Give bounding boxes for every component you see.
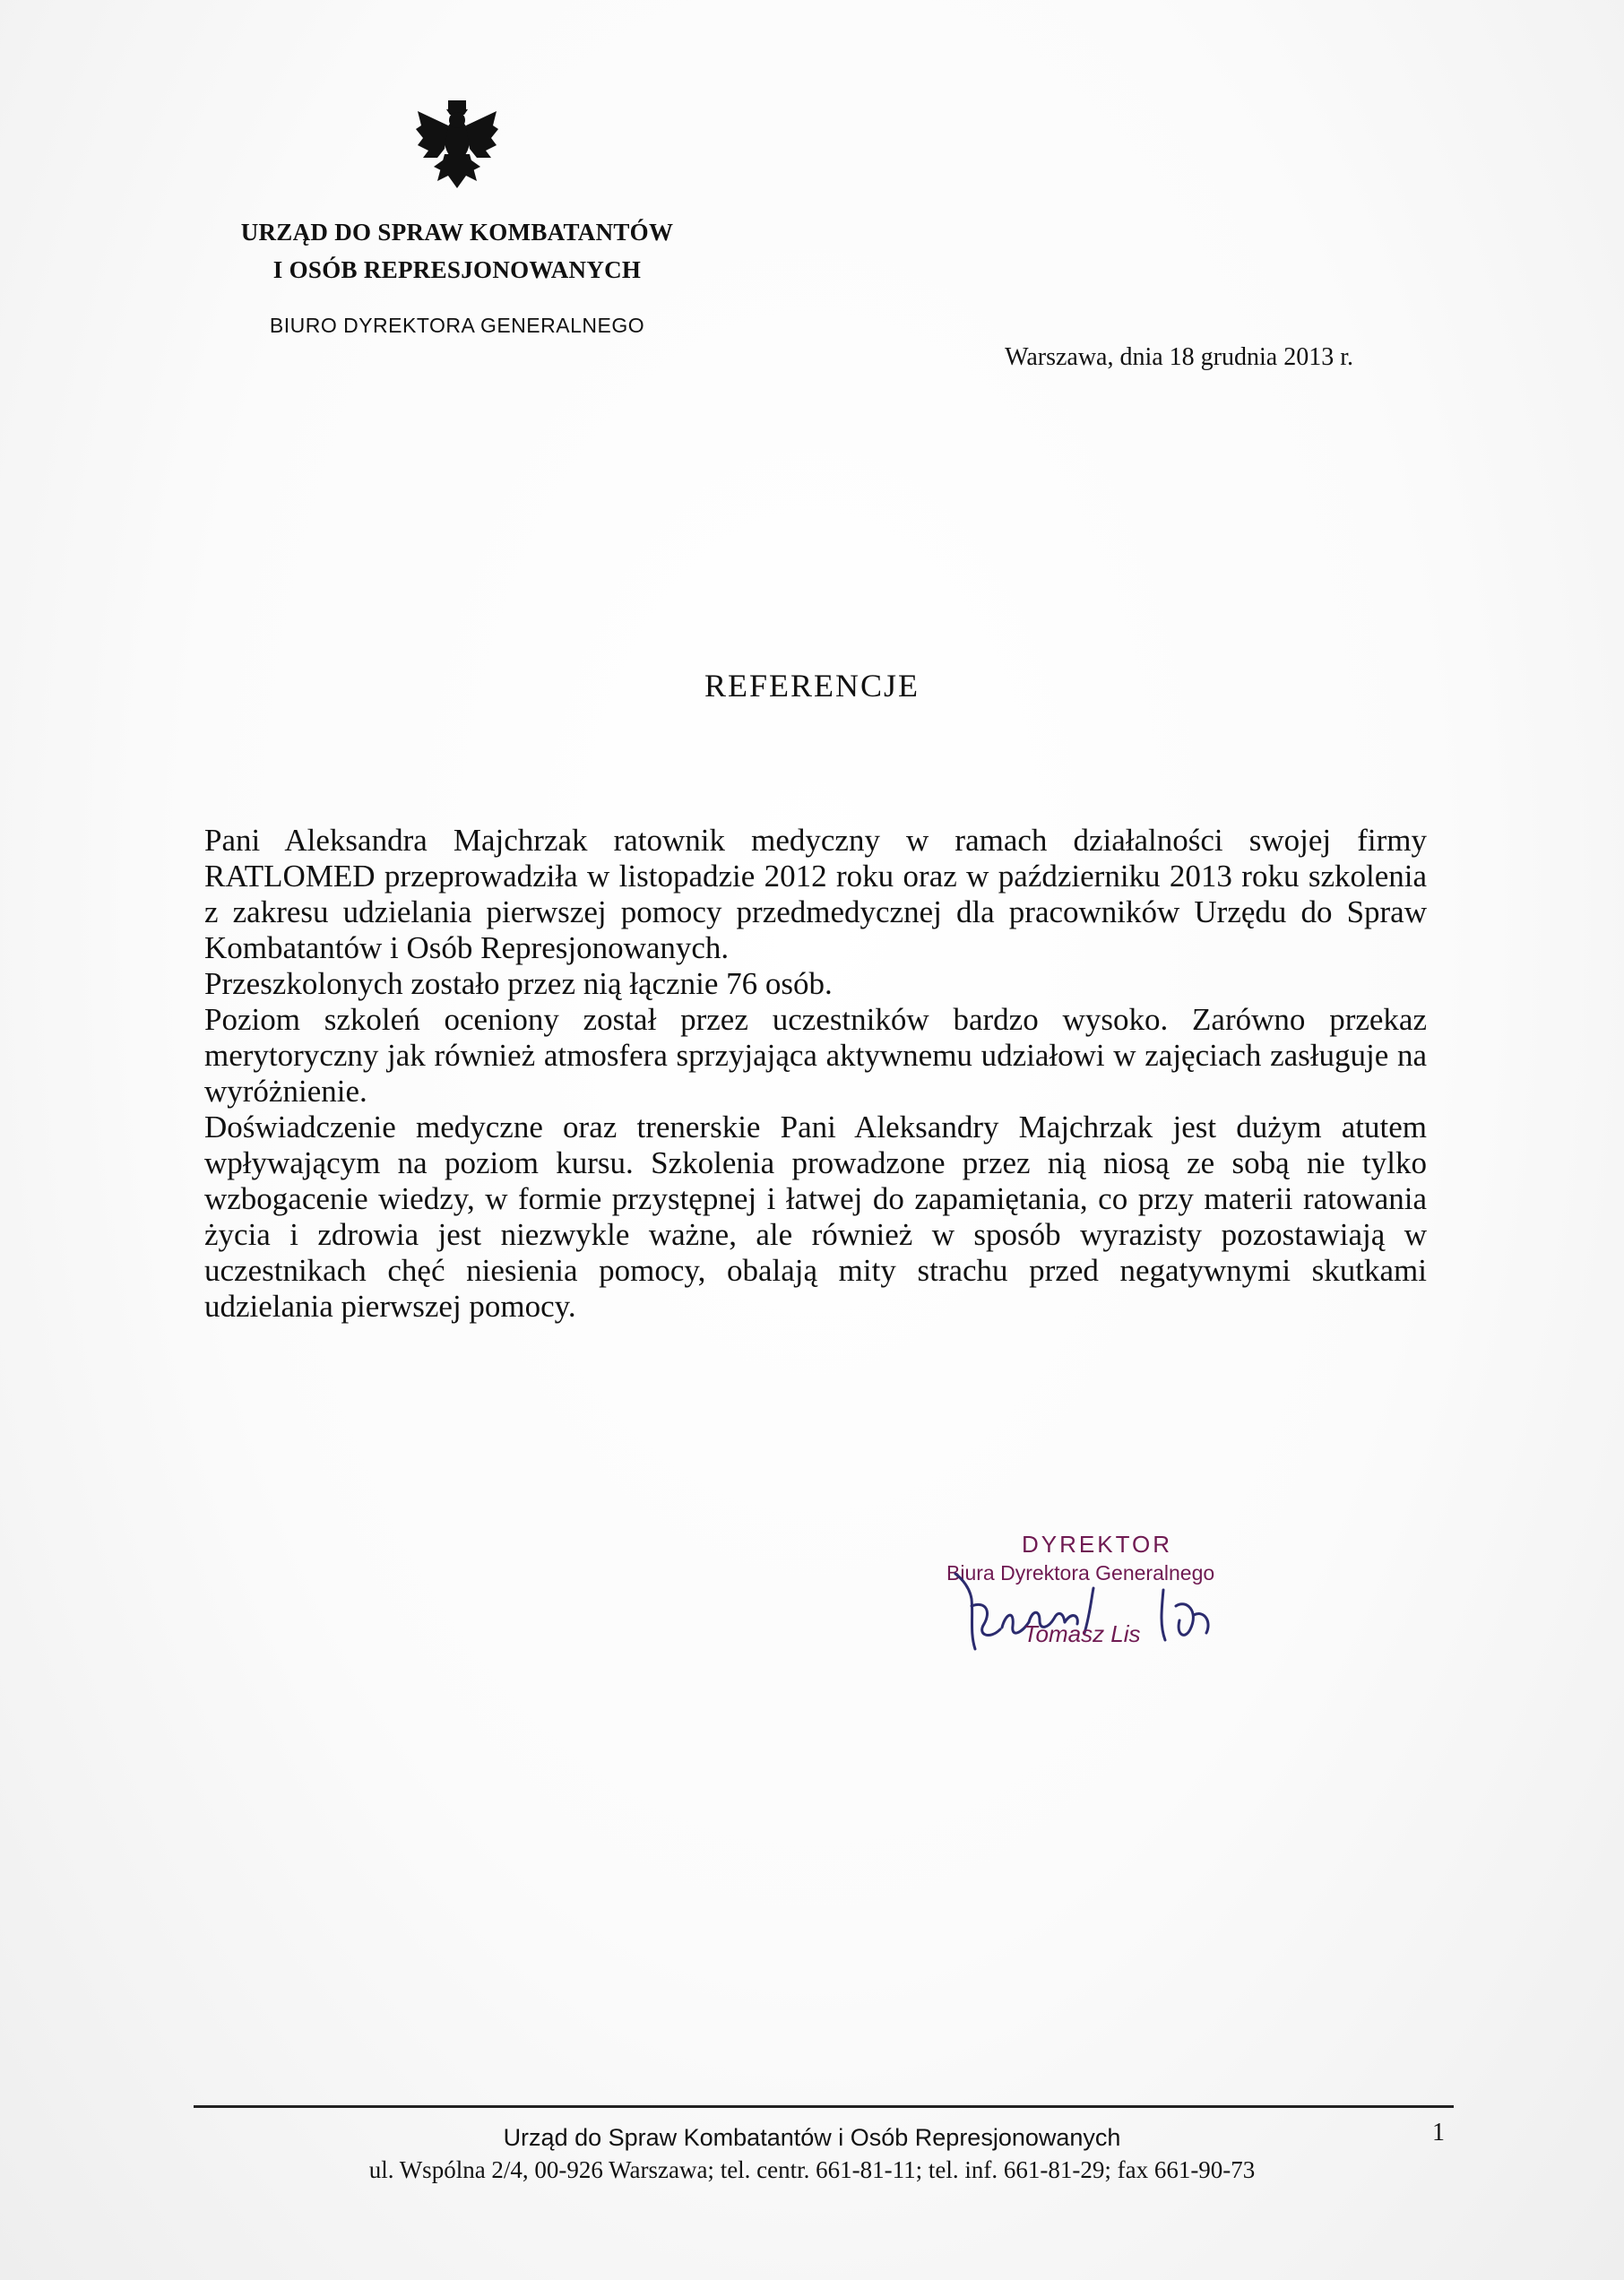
body-paragraph: Poziom szkoleń oceniony został przez uczestników bardzo wysoko. Zarówno przekaz merytoryczny jak również atmosfera sprzyjająca aktywnemu udziałowi w zajęciach zasługuje na wyróżnienie. (204, 1002, 1427, 1109)
letter-body (204, 823, 1427, 1325)
body-paragraph: Doświadczenie medyczne oraz trenerskie Pani Aleksandry Majchrzak jest dużym atutem wpływającym na poziom kursu. Szkolenia prowadzone przez nią niosą ze sobą nie tylko wzbogacenie wiedzy, w formie przystępnej i łatwej do zapamiętania, co przy materii ratowania życia i zdrowia jest niezwykle ważne, ale również w sposób wyrazisty pozostawiają w uczestnikach chęć niesienia pomocy, obalają mity strachu przed negatywnymi skutkami udzielania pierwszej pomocy. (204, 1110, 1427, 1324)
body-paragraph: Pani Aleksandra Majchrzak ratownik medyczny w ramach działalności swojej firmy RATLOMED przeprowadziła w listopadzie 2012 roku oraz w październiku 2013 roku szkolenia z zakresu udzielania pierwszej pomocy przedmedycznej dla pracowników Urzędu do Spraw Kombatantów i Osób Represjonowanych. (204, 823, 1427, 965)
polish-eagle-emblem-icon (414, 99, 500, 195)
official-stamp (932, 1524, 1255, 1658)
stamp-title: DYREKTOR (1022, 1531, 1172, 1558)
body-paragraph: Przeszkolonych zostało przez nią łącznie 76 osób. (204, 966, 833, 1001)
department-name: BIURO DYREKTORA GENERALNEGO (269, 314, 645, 337)
footer-institution: Urząd do Spraw Kombatantów i Osób Represjonowanych (503, 2124, 1121, 2151)
footer-divider (194, 2105, 1454, 2108)
document-title: REFERENCJE (704, 668, 920, 704)
issuer-line-1: URZĄD DO SPRAW KOMBATANTÓW (240, 219, 674, 246)
date-line: Warszawa, dnia 18 grudnia 2013 r. (1005, 343, 1353, 371)
page-number: 1 (1432, 2119, 1445, 2146)
issuer-name (134, 213, 780, 289)
stamp-signatory-name: Tomasz Lis (1024, 1620, 1141, 1647)
stamp-office: Biura Dyrektora Generalnego (946, 1561, 1215, 1585)
footer-contact: ul. Wspólna 2/4, 00-926 Warszawa; tel. centr. 661-81-11; tel. inf. 661-81-29; fax 661-90-73 (368, 2156, 1256, 2183)
issuer-line-2: I OSÓB REPRESJONOWANYCH (272, 256, 642, 283)
